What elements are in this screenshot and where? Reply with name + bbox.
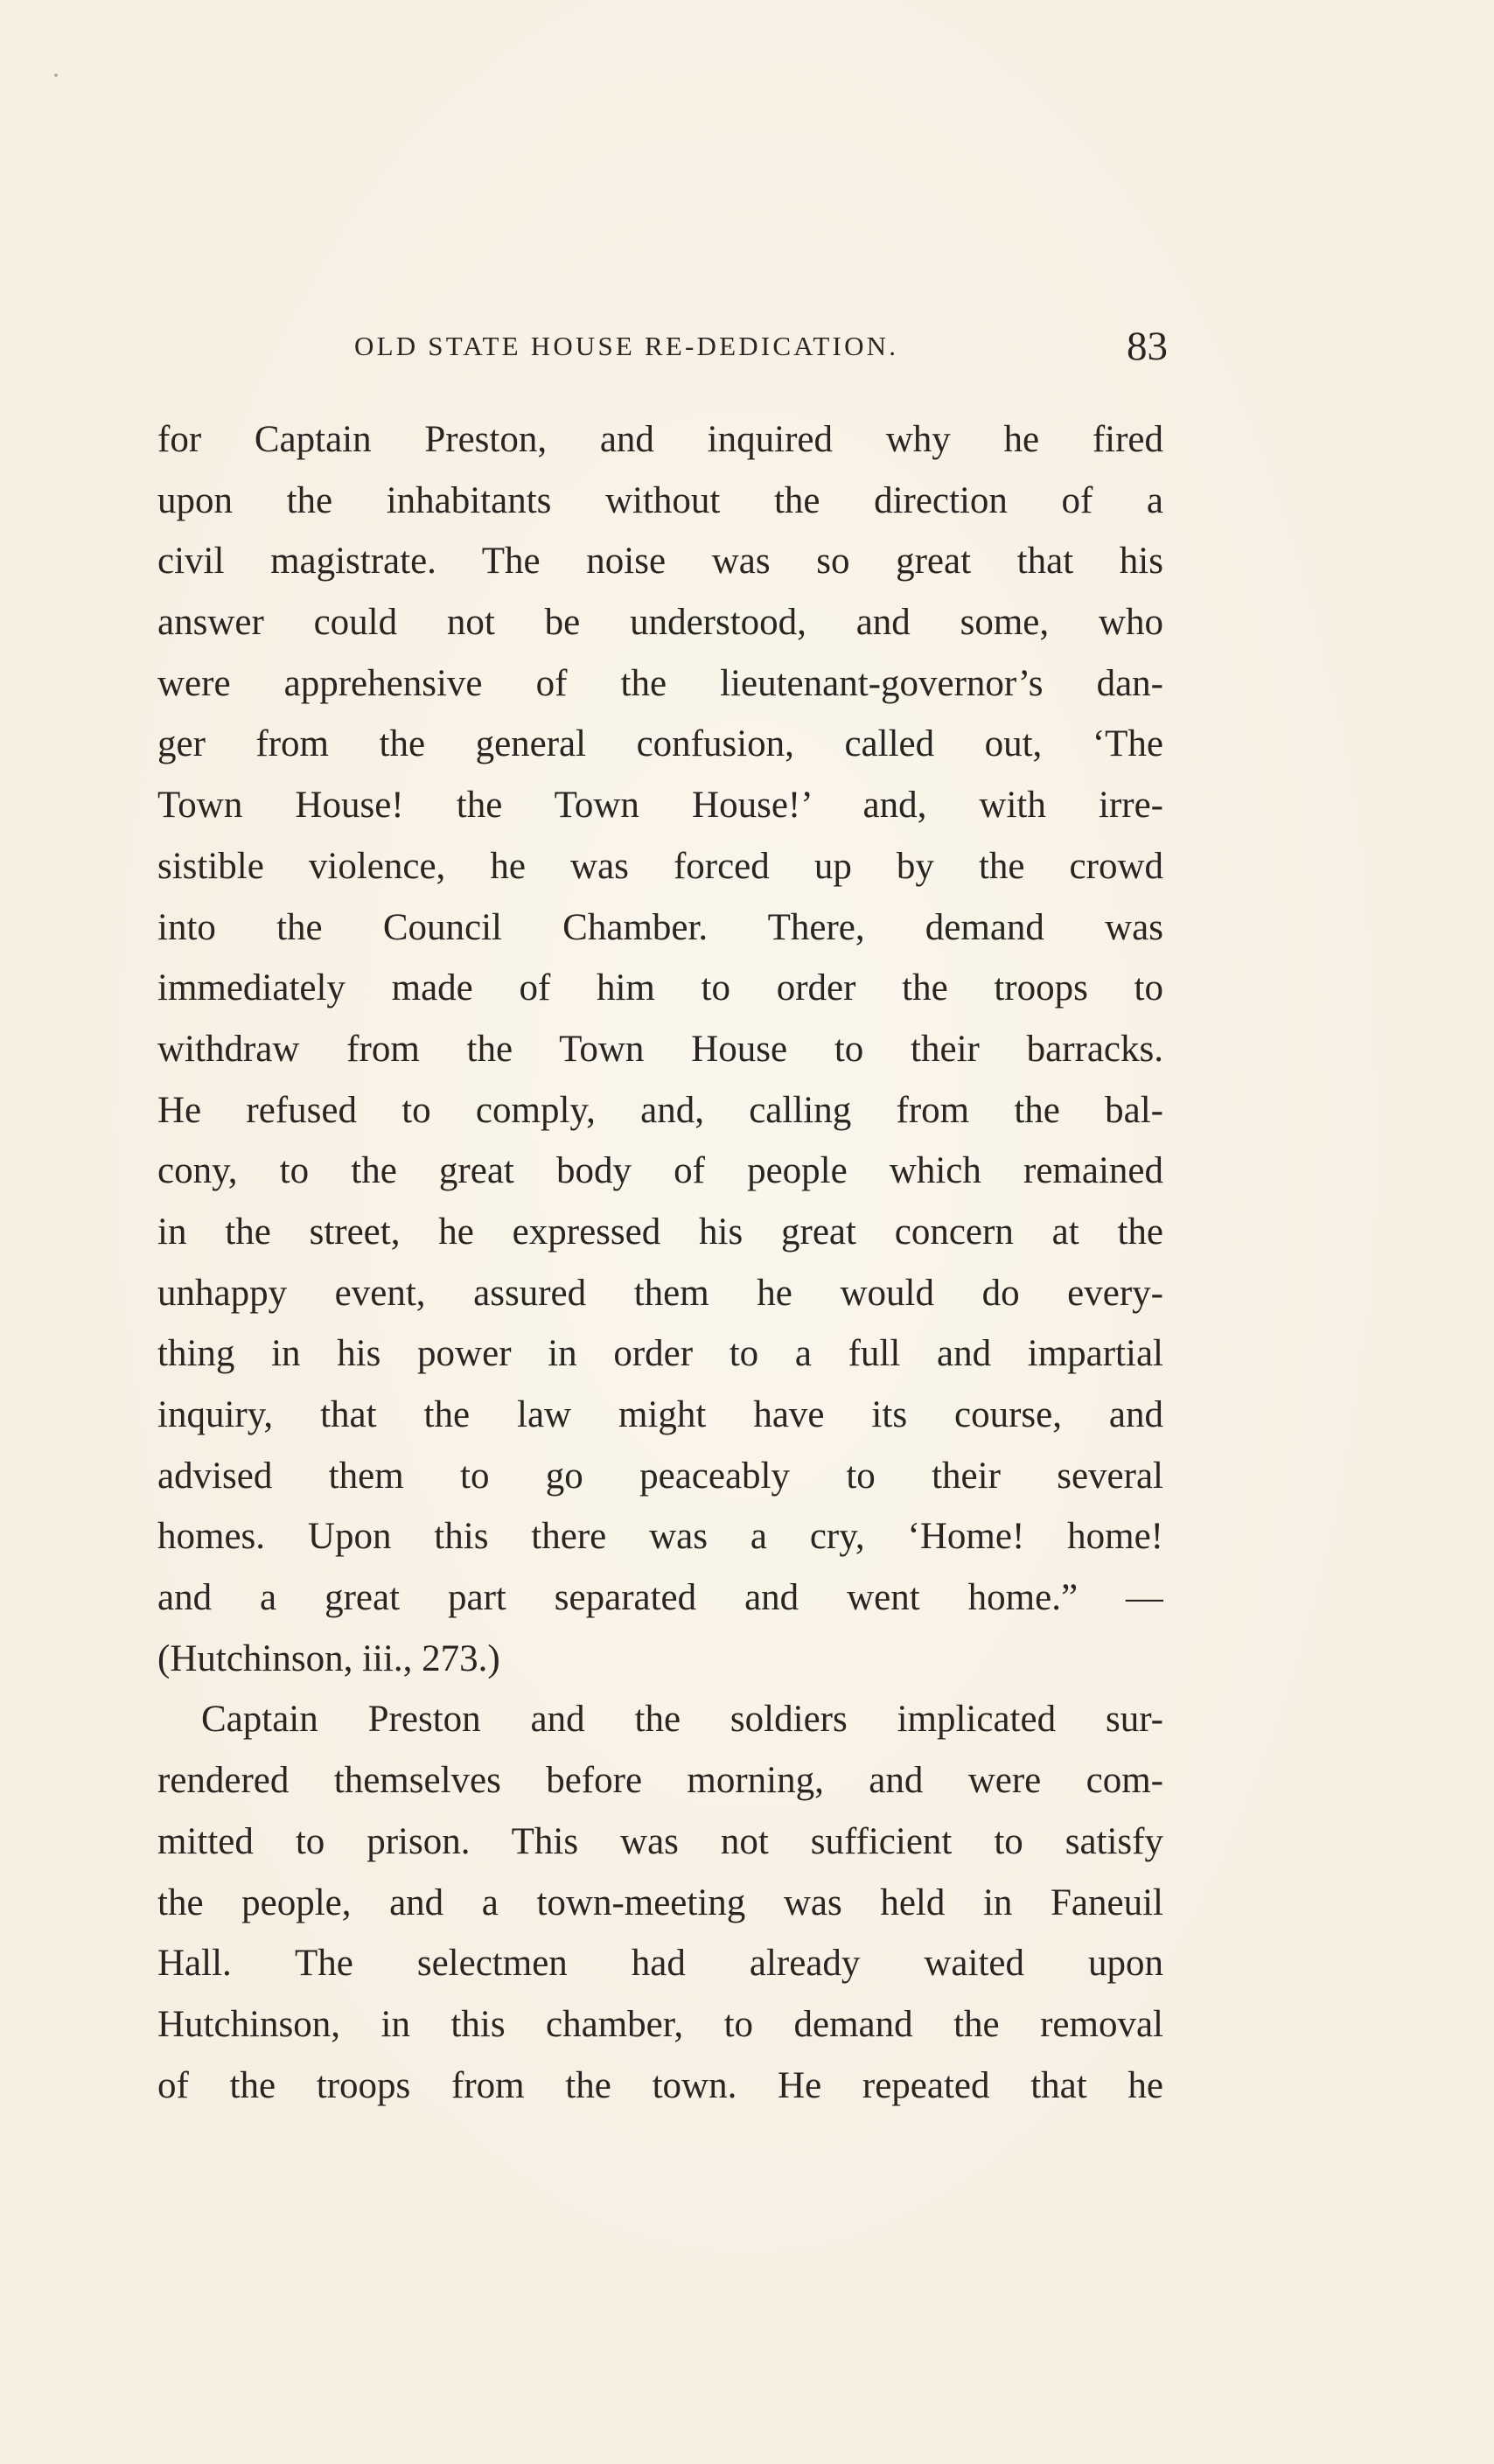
text-line: mitted to prison. This was not sufficient to satisfy: [157, 1820, 1163, 1862]
text-line: Hutchinson, in this chamber, to demand the removal: [157, 2003, 1163, 2045]
text-line: advised them to go peaceably to their several: [157, 1455, 1163, 1497]
paper-speck: [54, 73, 58, 77]
text-line: He refused to comply, and, calling from the bal-: [157, 1089, 1163, 1131]
page-number: 83: [1127, 324, 1168, 369]
text-line: thing in his power in order to a full and impartial: [157, 1333, 1163, 1375]
text-line: the people, and a town-meeting was held in Faneuil: [157, 1881, 1163, 1923]
text-line: cony, to the great body of people which remained: [157, 1150, 1163, 1192]
text-line: sistible violence, he was forced up by the crowd: [157, 845, 1163, 887]
text-line: Hall. The selectmen had already waited upon: [157, 1943, 1163, 1985]
text-line: civil magistrate. The noise was so great that his: [157, 541, 1163, 583]
running-title: OLD STATE HOUSE RE-DEDICATION.: [354, 331, 899, 361]
text-line: unhappy event, assured them he would do every-: [157, 1272, 1163, 1314]
text-line: ger from the general confusion, called out, ‘The: [157, 723, 1163, 765]
text-line: of the troops from the town. He repeated that he: [157, 2064, 1163, 2106]
text-line: into the Council Chamber. There, demand was: [157, 906, 1163, 948]
running-head: [354, 324, 1168, 369]
text-line: in the street, he expressed his great concern at the: [157, 1211, 1163, 1253]
text-line: for Captain Preston, and inquired why he fired: [157, 419, 1163, 460]
text-line: immediately made of him to order the troops to: [157, 967, 1163, 1009]
text-line: upon the inhabitants without the direction of a: [157, 479, 1163, 521]
text-line-paragraph-end: (Hutchinson, iii., 273.): [157, 1637, 500, 1679]
text-line-paragraph-start: Captain Preston and the soldiers implicated sur-: [201, 1699, 1163, 1741]
text-line: inquiry, that the law might have its course, and: [157, 1394, 1163, 1435]
text-line: homes. Upon this there was a cry, ‘Home! home!: [157, 1516, 1163, 1558]
text-line: answer could not be understood, and some, who: [157, 602, 1163, 644]
text-line: rendered themselves before morning, and were com-: [157, 1760, 1163, 1802]
text-line: and a great part separated and went home.” —: [157, 1577, 1163, 1619]
text-line: withdraw from the Town House to their barracks.: [157, 1028, 1163, 1070]
text-line: were apprehensive of the lieutenant-governor’s dan-: [157, 662, 1163, 704]
text-line: Town House! the Town House!’ and, with irre-: [157, 785, 1163, 827]
body-text: [157, 409, 1163, 2116]
